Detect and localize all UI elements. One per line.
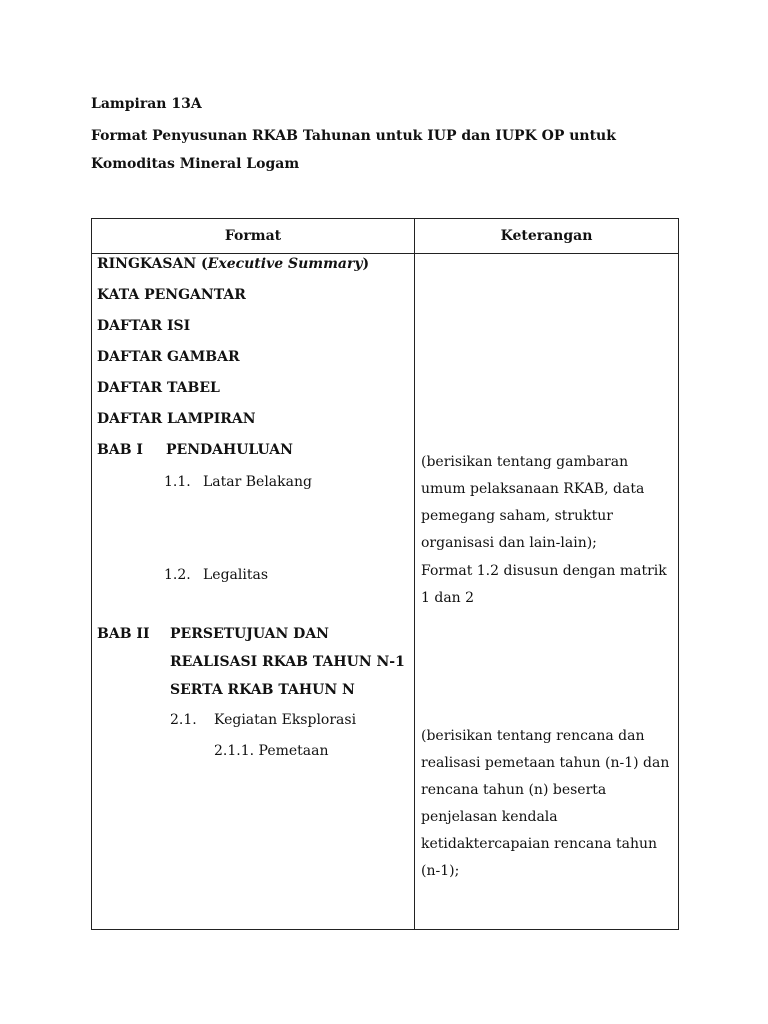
section-1-1-title: Latar Belakang	[203, 474, 312, 490]
note-bab-1: (berisikan tentang gambaran umum pelaksanaan RKAB, data pemegang saham, struktur organisasi dan lain-lain);	[421, 454, 645, 551]
row-daftar-isi: DAFTAR ISI	[97, 318, 191, 334]
table-header-divider	[91, 253, 679, 254]
column-header-format: Format	[224, 228, 282, 244]
column-header-keterangan: Keterangan	[500, 228, 593, 244]
row-daftar-lampiran: DAFTAR LAMPIRAN	[97, 411, 256, 427]
appendix-heading: Lampiran 13A	[91, 96, 202, 112]
row-kata-pengantar: KATA PENGANTAR	[97, 287, 246, 303]
row-ringkasan	[97, 256, 369, 272]
table-right-border	[678, 218, 679, 930]
subsection-2-1-1: 2.1.1. Pemetaan	[214, 743, 329, 759]
document-title-line-2: Komoditas Mineral Logam	[91, 156, 300, 172]
note-format-1-2: Format 1.2 disusun dengan matrik 1 dan 2	[421, 563, 667, 606]
table-left-border	[91, 218, 92, 930]
section-2-1-number: 2.1.	[170, 712, 197, 728]
section-1-2-number: 1.2.	[164, 567, 191, 583]
section-1-1-number: 1.1.	[164, 474, 191, 490]
section-1-2-title: Legalitas	[203, 567, 269, 583]
bab-2-title-line-3: SERTA RKAB TAHUN N	[170, 682, 355, 698]
row-daftar-gambar: DAFTAR GAMBAR	[97, 349, 240, 365]
table-bottom-border	[91, 929, 679, 930]
table-column-divider	[414, 218, 415, 930]
ringkasan-close: )	[362, 256, 370, 272]
bab-2-title-line-1: PERSETUJUAN DAN	[170, 626, 329, 642]
bab-2-title-line-2: REALISASI RKAB TAHUN N-1	[170, 654, 405, 670]
ringkasan-italic: Executive Summary	[207, 256, 363, 272]
row-daftar-tabel: DAFTAR TABEL	[97, 380, 220, 396]
note-pemetaan: (berisikan tentang rencana dan realisasi pemetaan tahun (n-1) dan rencana tahun (n) beserta penjelasan kendala ketidaktercapaian rencana tahun (n-1);	[421, 728, 670, 879]
bab-2-number: BAB II	[97, 626, 150, 642]
document-title-line-1: Format Penyusunan RKAB Tahunan untuk IUP dan IUPK OP untuk	[91, 128, 616, 144]
bab-1-number: BAB I	[97, 442, 143, 458]
ringkasan-label: RINGKASAN (	[97, 256, 208, 272]
section-2-1-title: Kegiatan Eksplorasi	[214, 712, 357, 728]
bab-1-title: PENDAHULUAN	[166, 442, 293, 458]
